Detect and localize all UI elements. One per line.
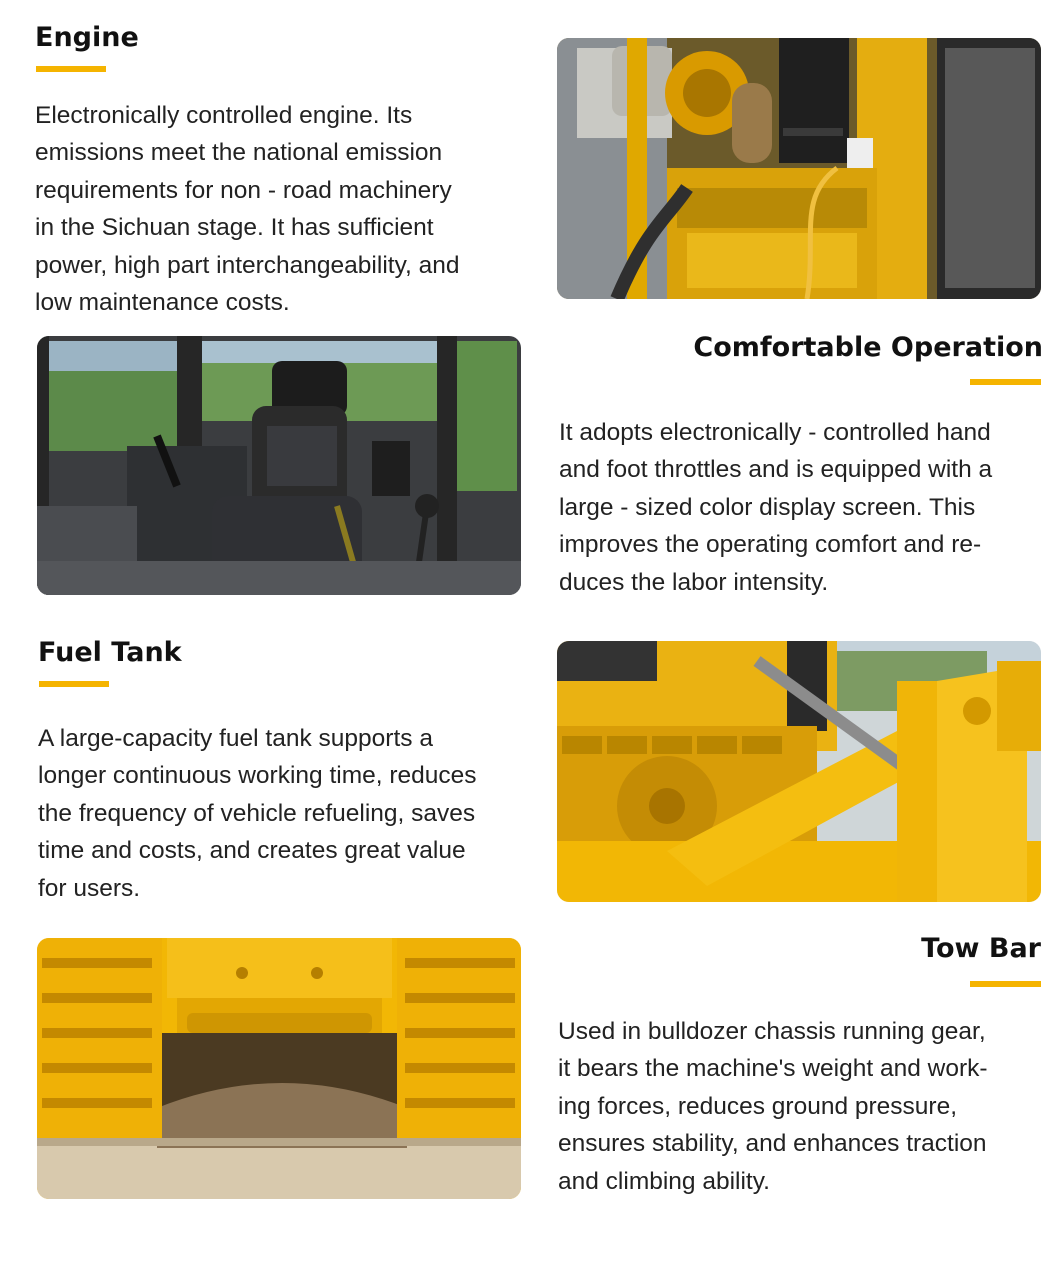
comfortable-operation-title-underline	[970, 379, 1041, 385]
fuel-tank-line: time and costs, and creates great value	[38, 837, 466, 865]
fuel-tank-line: longer continuous working time, reduces	[38, 762, 477, 790]
engine-title-underline	[36, 66, 106, 72]
fuel-tank-title-underline	[39, 681, 109, 687]
comfortable-operation-description	[559, 414, 992, 601]
engine-line: power, high part interchangeability, and	[35, 251, 460, 279]
tow-bar-title-underline	[970, 981, 1041, 987]
engine-line: requirements for non - road machinery	[35, 176, 452, 204]
tow-bar-title: Tow Bar	[921, 933, 1041, 964]
comfortable-operation-line: duces the labor intensity.	[559, 568, 829, 596]
comfortable-operation-line: improves the operating comfort and re-	[559, 531, 982, 559]
tow-bar-line: and climbing ability.	[558, 1167, 770, 1195]
chassis-photo	[37, 938, 521, 1199]
engine-line: low maintenance costs.	[35, 289, 290, 317]
comfortable-operation-title: Comfortable Operation	[693, 332, 1043, 363]
comfortable-operation-line: large - sized color display screen. This	[559, 493, 976, 521]
blade-cylinder-photo	[557, 641, 1041, 902]
tow-bar-line: it bears the machine's weight and work-	[558, 1055, 988, 1083]
tow-bar-line: Used in bulldozer chassis running gear,	[558, 1018, 986, 1045]
fuel-tank-description	[38, 720, 477, 907]
engine-line: Electronically controlled engine. Its	[35, 102, 413, 129]
comfortable-operation-line: It adopts electronically - controlled hand	[559, 419, 991, 446]
engine-line: emissions meet the national emission	[35, 139, 443, 167]
fuel-tank-line: the frequency of vehicle refueling, saves	[38, 799, 476, 827]
engine-description	[35, 97, 460, 321]
comfortable-operation-line: and foot throttles and is equipped with a	[559, 456, 993, 484]
tow-bar-line: ensures stability, and enhances traction	[558, 1130, 987, 1158]
engine-photo	[557, 38, 1041, 299]
fuel-tank-title: Fuel Tank	[38, 637, 182, 668]
engine-line: in the Sichuan stage. It has sufficient	[35, 214, 434, 242]
fuel-tank-line: A large-capacity fuel tank supports a	[38, 725, 433, 752]
tow-bar-line: ing forces, reduces ground pressure,	[558, 1092, 958, 1120]
engine-title: Engine	[35, 22, 139, 53]
fuel-tank-line: for users.	[38, 874, 141, 902]
cab-interior-photo	[37, 336, 521, 595]
tow-bar-description	[558, 1013, 988, 1200]
